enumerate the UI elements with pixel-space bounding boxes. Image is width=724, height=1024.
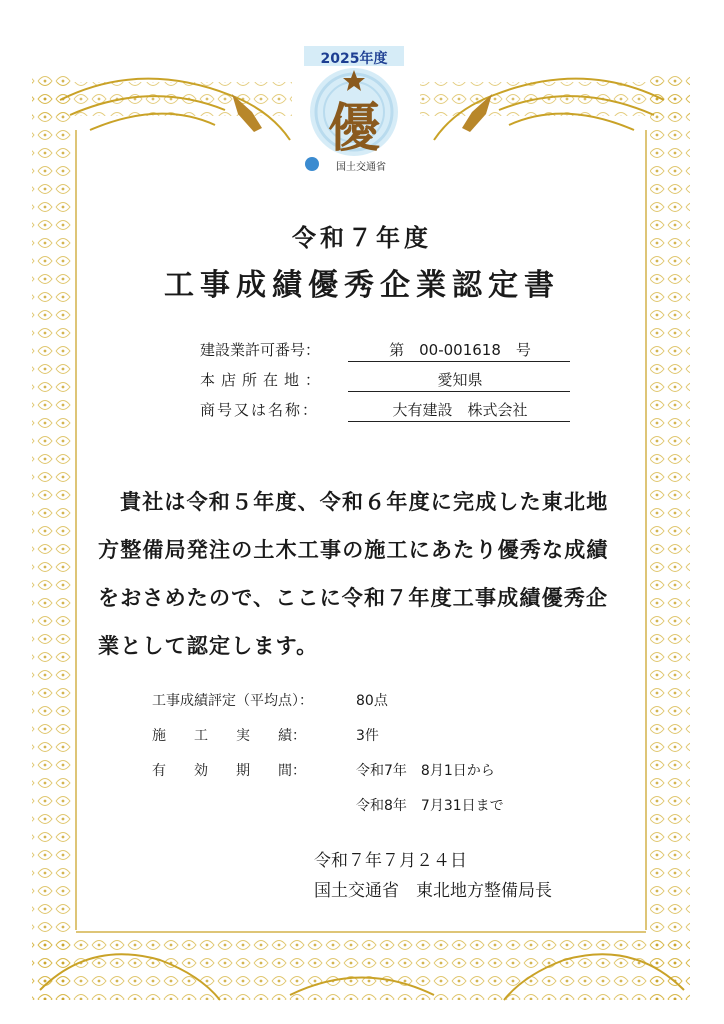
issue-date: 令和７年７月２４日 xyxy=(314,851,467,871)
certificate-year: 令和７年度 xyxy=(292,223,432,252)
count-label: 施 工 実 績： xyxy=(152,728,306,744)
company-label: 商号又は名称： xyxy=(200,401,320,419)
period-label: 有 効 期 間： xyxy=(152,763,306,779)
certification-statement: 貴社は令和５年度、令和６年度に完成した東北地方整備局発注の土木工事の施工にあたり優秀な成績をおさめたので、ここに令和７年度工事成績優秀企業として認定します。 xyxy=(98,489,609,658)
detail-count-row xyxy=(152,725,592,760)
emblem-ministry: 国土交通省 xyxy=(336,162,386,173)
score-label: 工事成績評定（平均点）： xyxy=(152,693,313,709)
company-info-table xyxy=(200,336,580,426)
info-row-company xyxy=(200,396,580,426)
period-from: 令和7年 8月1日から xyxy=(356,763,495,779)
emblem-year: 2025年度 xyxy=(320,51,388,67)
info-row-address xyxy=(200,366,580,396)
emblem-character: 優 xyxy=(327,98,380,159)
address-value: 愛知県 xyxy=(437,371,483,389)
award-emblem xyxy=(302,46,406,182)
detail-period-row xyxy=(152,760,592,795)
license-value: 第 00-001618 号 xyxy=(389,341,531,359)
issuer-name: 国土交通省 東北地方整備局長 xyxy=(314,881,552,901)
detail-score-row xyxy=(152,690,592,725)
details-block xyxy=(152,690,592,830)
detail-period-row-2 xyxy=(152,795,592,830)
count-value: 3件 xyxy=(356,728,379,744)
address-label: 本店所在地： xyxy=(200,371,327,389)
info-row-license xyxy=(200,336,580,366)
underline xyxy=(348,421,570,422)
underline xyxy=(348,391,570,392)
underline xyxy=(348,361,570,362)
company-value: 大有建設 株式会社 xyxy=(392,401,528,419)
period-to: 令和8年 7月31日まで xyxy=(356,798,504,814)
license-label: 建設業許可番号： xyxy=(200,341,321,359)
certificate-title: 工事成績優秀企業認定書 xyxy=(164,268,560,303)
score-value: 80点 xyxy=(356,693,388,709)
